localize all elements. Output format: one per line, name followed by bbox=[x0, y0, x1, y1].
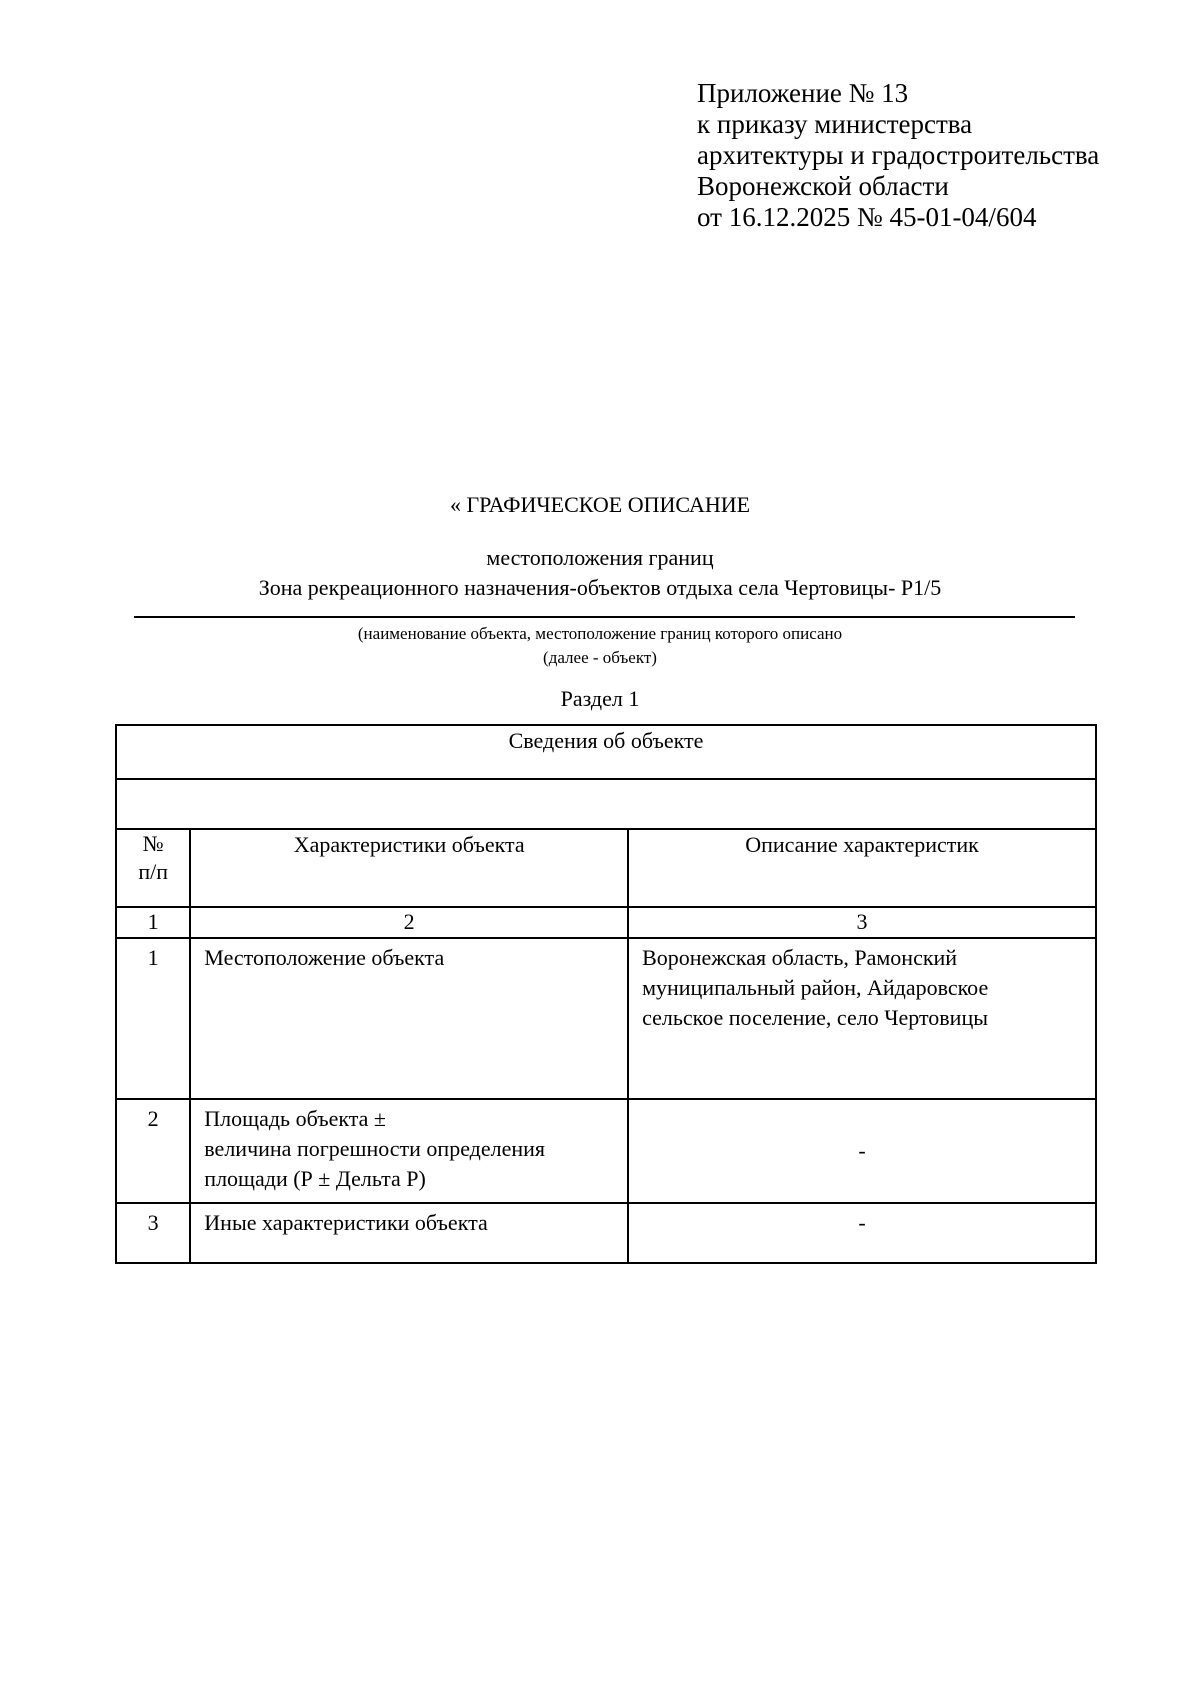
object-name-note-continued: (далее - объект) bbox=[543, 648, 657, 667]
document-title: « ГРАФИЧЕСКОЕ ОПИСАНИЕ bbox=[449, 492, 751, 517]
row-number: 1 bbox=[116, 938, 190, 1099]
table-row bbox=[116, 1099, 1096, 1203]
row-number: 2 bbox=[116, 1099, 190, 1203]
empty-cell bbox=[116, 779, 1096, 829]
row-description: - bbox=[628, 1203, 1096, 1263]
table-empty-row bbox=[116, 779, 1096, 829]
row-description bbox=[628, 938, 1096, 1099]
row-description-line3: сельское поселение, село Чертовицы bbox=[642, 1005, 989, 1030]
row-characteristic bbox=[190, 1099, 628, 1203]
row-characteristic: Местоположение объекта bbox=[190, 938, 628, 1099]
section-heading: Раздел 1 bbox=[560, 686, 640, 711]
column-header-row bbox=[116, 829, 1096, 907]
document-subtitle: местоположения границ bbox=[486, 545, 714, 570]
row-characteristic-line1: Площадь объекта ± bbox=[204, 1106, 387, 1131]
row-characteristic-line3: площади (Р ± Дельта Р) bbox=[204, 1166, 426, 1191]
row-description-line2: муниципальный район, Айдаровское bbox=[642, 975, 989, 1000]
table-caption-row bbox=[116, 725, 1096, 779]
appendix-line-1: Приложение № 13 bbox=[697, 78, 909, 108]
underline-rule bbox=[134, 616, 1075, 618]
appendix-line-2: к приказу министерства bbox=[697, 109, 973, 139]
row-number: 3 bbox=[116, 1203, 190, 1263]
column-header-description: Описание характеристик bbox=[628, 829, 1096, 907]
table-row bbox=[116, 1203, 1096, 1263]
row-description-line1: Воронежская область, Рамонский bbox=[642, 945, 958, 970]
column-index-2: 2 bbox=[190, 907, 628, 938]
table-caption: Сведения об объекте bbox=[116, 725, 1096, 779]
appendix-block bbox=[697, 78, 1099, 233]
appendix-line-5: от 16.12.2025 № 45-01-04/604 bbox=[697, 202, 1037, 232]
column-header-number-line2: п/п bbox=[138, 859, 168, 884]
object-name: Зона рекреационного назначения-объектов отдыха села Чертовицы- Р1/5 bbox=[258, 575, 942, 600]
column-header-number bbox=[116, 829, 190, 907]
object-info-table bbox=[115, 724, 1097, 1264]
object-name-note: (наименование объекта, местоположение границ которого описано bbox=[357, 624, 843, 643]
row-characteristic-line2: величина погрешности определения bbox=[204, 1136, 546, 1161]
row-description: - bbox=[628, 1099, 1096, 1203]
column-header-characteristics: Характеристики объекта bbox=[190, 829, 628, 907]
column-index-3: 3 bbox=[628, 907, 1096, 938]
table-row bbox=[116, 938, 1096, 1099]
row-characteristic: Иные характеристики объекта bbox=[190, 1203, 628, 1263]
column-index-row bbox=[116, 907, 1096, 938]
column-header-number-line1: № bbox=[142, 831, 164, 856]
column-index-1: 1 bbox=[116, 907, 190, 938]
appendix-line-4: Воронежской области bbox=[697, 171, 949, 201]
appendix-line-3: архитектуры и градостроительства bbox=[697, 140, 1100, 170]
